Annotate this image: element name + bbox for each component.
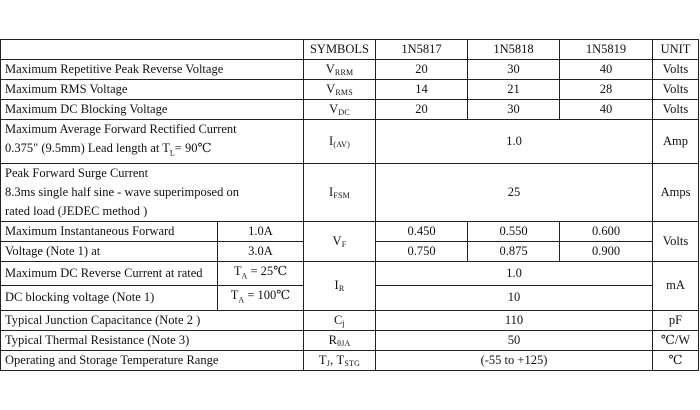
table-row-iav	[1, 120, 699, 164]
param-label	[1, 120, 304, 164]
symbol-main: I	[334, 278, 339, 292]
value-all-models: 10	[376, 286, 653, 311]
condition-cell: 1.0A	[218, 221, 304, 241]
symbol-sub-2: STG	[344, 358, 361, 368]
symbol-sub: DC	[338, 108, 350, 117]
unit-cell: Volts	[653, 60, 699, 80]
unit-cell: Volts	[653, 80, 699, 100]
param-label-line1: Maximum Average Forward Rectified Current	[5, 122, 237, 136]
table-row-ir-1	[1, 261, 699, 286]
symbol-cell	[304, 350, 376, 370]
value-1n5818: 21	[468, 80, 560, 100]
header-model-1: 1N5817	[376, 40, 468, 60]
value-all-models: 110	[376, 310, 653, 330]
unit-cell: Amps	[653, 163, 699, 221]
unit-cell: Volts	[653, 221, 699, 261]
condition-cell: 3.0A	[218, 241, 304, 261]
table-row-tj	[1, 350, 699, 370]
value-1n5817: 20	[376, 60, 468, 80]
value-1n5817: 0.450	[376, 221, 468, 241]
symbol-main-2: T	[336, 352, 345, 367]
unit-cell: ℃	[653, 350, 699, 370]
symbol-main: V	[329, 102, 339, 116]
symbol-sub: j	[342, 318, 345, 328]
unit-cell: Volts	[653, 100, 699, 120]
cond-value: = 25℃	[247, 263, 288, 278]
value-all-models: 25	[376, 163, 653, 221]
symbol-main: T	[318, 352, 327, 367]
unit-cell: pF	[653, 310, 699, 330]
param-label-line1: Maximum Instantaneous Forward	[1, 221, 218, 241]
symbol-main: I	[329, 184, 334, 199]
symbol-sub: (AV)	[333, 139, 351, 149]
header-param-cell	[1, 40, 304, 60]
param-label: Typical Thermal Resistance (Note 3)	[1, 330, 304, 350]
param-label: Maximum RMS Voltage	[1, 80, 304, 100]
value-1n5817: 0.750	[376, 241, 468, 261]
symbol-cell	[304, 80, 376, 100]
symbol-cell	[304, 221, 376, 261]
param-label-line2: 8.3ms single half sine - wave superimposed on	[5, 184, 239, 199]
value-all-models: (-55 to +125)	[376, 350, 653, 370]
symbol-main: V	[325, 62, 335, 76]
table-row-vrrm	[1, 60, 699, 80]
table-row-vrms	[1, 80, 699, 100]
table-row-vf-1	[1, 221, 699, 241]
param-label	[1, 163, 304, 221]
value-1n5818: 0.875	[468, 241, 560, 261]
cond-sub: A	[238, 295, 245, 305]
symbol-cell	[304, 310, 376, 330]
symbol-sub: RRM	[334, 68, 354, 77]
value-1n5818: 30	[468, 60, 560, 80]
spec-table-container	[0, 39, 700, 371]
cond-value: = 100℃	[244, 288, 291, 302]
value-1n5819: 40	[560, 60, 653, 80]
param-label: Operating and Storage Temperature Range	[1, 350, 304, 370]
symbol-main: V	[326, 82, 336, 96]
value-1n5819: 0.600	[560, 221, 653, 241]
symbol-main: C	[334, 312, 343, 327]
value-all-models: 1.0	[376, 261, 653, 286]
table-row-ifsm	[1, 163, 699, 221]
header-model-2: 1N5818	[468, 40, 560, 60]
symbol-sub: F	[341, 239, 347, 249]
param-label-line2-sub: L	[169, 148, 175, 158]
value-all-models: 1.0	[376, 120, 653, 164]
value-1n5818: 30	[468, 100, 560, 120]
symbol-sub: FSM	[333, 190, 350, 200]
table-row-rja	[1, 330, 699, 350]
param-label: Maximum Repetitive Peak Reverse Voltage	[1, 60, 304, 80]
symbol-cell	[304, 163, 376, 221]
symbol-cell	[304, 330, 376, 350]
header-unit: UNIT	[653, 40, 699, 60]
symbol-main: R	[328, 332, 338, 347]
value-1n5817: 14	[376, 80, 468, 100]
symbol-sub: θJA	[337, 338, 351, 348]
cond-sub: A	[241, 271, 248, 280]
unit-cell: Amp	[653, 120, 699, 164]
electrical-characteristics-table	[0, 39, 699, 371]
symbol-sub: J	[326, 358, 331, 368]
param-label: Maximum DC Blocking Voltage	[1, 100, 304, 120]
condition-cell	[218, 261, 304, 286]
cond-main: T	[230, 288, 239, 302]
symbol-main: V	[332, 233, 342, 248]
condition-cell	[218, 286, 304, 311]
symbol-cell	[304, 100, 376, 120]
param-label-line2: Voltage (Note 1) at	[1, 241, 218, 261]
symbol-separator: ,	[330, 352, 337, 367]
table-row-cj	[1, 310, 699, 330]
value-all-models: 50	[376, 330, 653, 350]
param-label-line2: DC blocking voltage (Note 1)	[1, 286, 218, 311]
param-label-line3: rated load (JEDEC method )	[5, 203, 148, 218]
table-header-row	[1, 40, 699, 60]
symbol-sub: RMS	[335, 88, 353, 97]
symbol-main: I	[328, 133, 334, 148]
symbol-cell	[304, 60, 376, 80]
header-model-3: 1N5819	[560, 40, 653, 60]
param-label: Typical Junction Capacitance (Note 2 )	[1, 310, 304, 330]
table-row-vdc	[1, 100, 699, 120]
param-label-line2b: = 90℃	[174, 141, 212, 155]
symbol-cell	[304, 261, 376, 310]
unit-cell: mA	[653, 261, 699, 310]
param-label-line2a: 0.375" (9.5mm) Lead length at T	[5, 141, 170, 155]
header-symbols: SYMBOLS	[304, 40, 376, 60]
value-1n5817: 20	[376, 100, 468, 120]
symbol-sub: R	[338, 284, 345, 293]
cond-main: T	[233, 263, 242, 278]
unit-cell: ℃/W	[653, 330, 699, 350]
value-1n5819: 0.900	[560, 241, 653, 261]
value-1n5819: 28	[560, 80, 653, 100]
param-label-line1: Peak Forward Surge Current	[5, 165, 149, 180]
param-label-line1: Maximum DC Reverse Current at rated	[1, 261, 218, 286]
value-1n5818: 0.550	[468, 221, 560, 241]
symbol-cell	[304, 120, 376, 164]
value-1n5819: 40	[560, 100, 653, 120]
